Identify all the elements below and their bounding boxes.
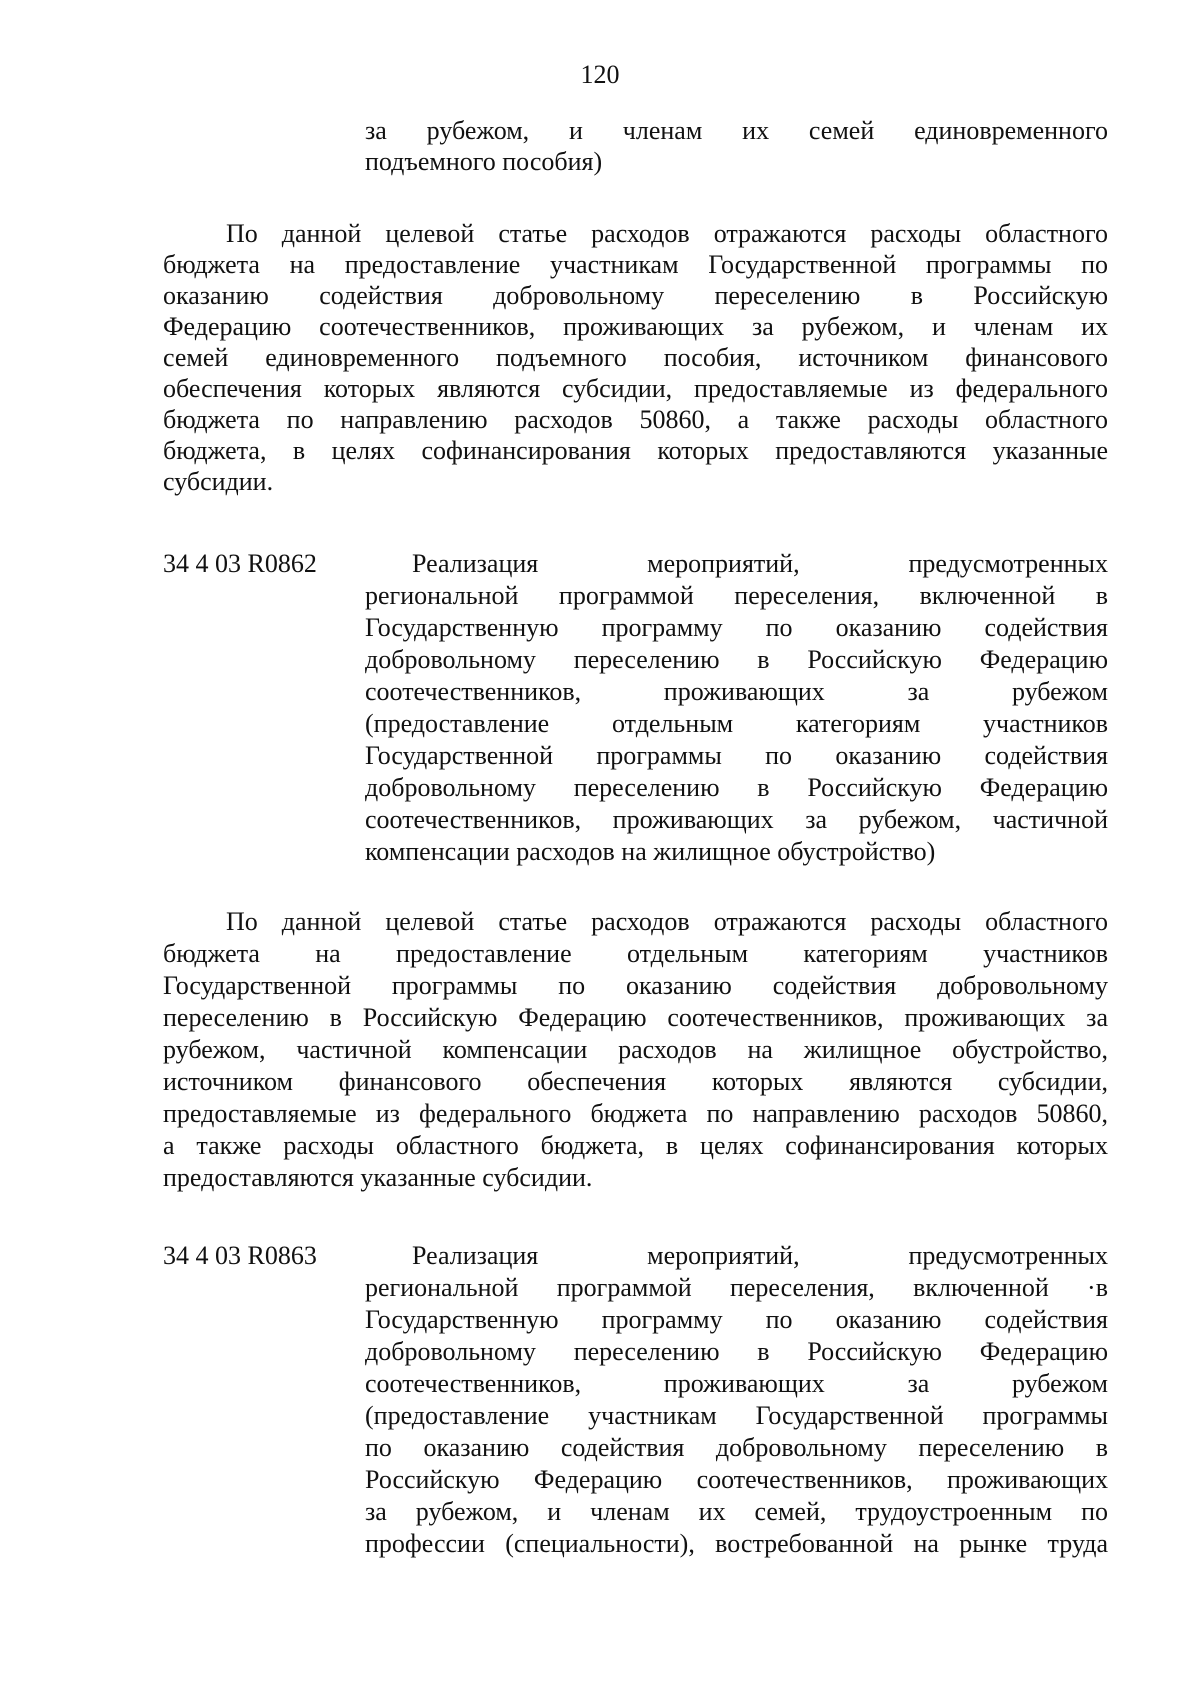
- entry-description-line: (предоставление участникам Государственной программы: [365, 1401, 1108, 1430]
- entry-continuation-line: подъемного пособия): [365, 147, 603, 176]
- entry-description-line: Государственную программу по оказанию содействия: [365, 613, 1108, 642]
- paragraph-line: бюджета на предоставление отдельным категориям участников: [163, 939, 1108, 968]
- paragraph-line: оказанию содействия добровольному переселению в Российскую: [163, 281, 1108, 310]
- entry-description-line: (предоставление отдельным категориям участников: [365, 709, 1108, 738]
- paragraph-line: предоставляются указанные субсидии.: [163, 1163, 593, 1192]
- paragraph-line: обеспечения которых являются субсидии, предоставляемые из федерального: [163, 374, 1108, 403]
- paragraph-line: предоставляемые из федерального бюджета по направлению расходов 50860,: [163, 1099, 1108, 1128]
- paragraph-line: бюджета на предоставление участникам Государственной программы по: [163, 250, 1108, 279]
- entry-description-line: региональной программой переселения, включенной в: [365, 581, 1108, 610]
- entry-code: 34 4 03 R0863: [163, 1241, 317, 1270]
- paragraph-line: Федерацию соотечественников, проживающих за рубежом, и членам их: [163, 312, 1108, 341]
- entry-code: 34 4 03 R0862: [163, 549, 317, 578]
- entry-description-line: компенсации расходов на жилищное обустройство): [365, 837, 936, 866]
- entry-description-line: региональной программой переселения, включенной ·в: [365, 1273, 1108, 1302]
- paragraph-line: переселению в Российскую Федерацию соотечественников, проживающих за: [163, 1003, 1108, 1032]
- paragraph-line: Государственной программы по оказанию содействия добровольному: [163, 971, 1108, 1000]
- entry-continuation-line: за рубежом, и членам их семей единовременного: [365, 116, 1108, 145]
- entry-description-line: за рубежом, и членам их семей, трудоустроенным по: [365, 1497, 1108, 1526]
- entry-description-line: Реализация мероприятий, предусмотренных: [412, 1241, 1108, 1270]
- entry-description-line: добровольному переселению в Российскую Федерацию: [365, 1337, 1108, 1366]
- paragraph-line: По данной целевой статье расходов отражаются расходы областного: [226, 907, 1108, 936]
- paragraph-line: субсидии.: [163, 467, 274, 496]
- paragraph-line: источником финансового обеспечения которых являются субсидии,: [163, 1067, 1108, 1096]
- paragraph-line: рубежом, частичной компенсации расходов на жилищное обустройство,: [163, 1035, 1108, 1064]
- entry-description-line: соотечественников, проживающих за рубежом, частичной: [365, 805, 1108, 834]
- paragraph-line: а также расходы областного бюджета, в целях софинансирования которых: [163, 1131, 1108, 1160]
- entry-description-line: добровольному переселению в Российскую Федерацию: [365, 645, 1108, 674]
- entry-description-line: Российскую Федерацию соотечественников, проживающих: [365, 1465, 1108, 1494]
- paragraph-line: бюджета, в целях софинансирования которых предоставляются указанные: [163, 436, 1108, 465]
- entry-description-line: соотечественников, проживающих за рубежом: [365, 1369, 1108, 1398]
- paragraph-line: По данной целевой статье расходов отражаются расходы областного: [226, 219, 1108, 248]
- paragraph-line: бюджета по направлению расходов 50860, а также расходы областного: [163, 405, 1108, 434]
- entry-description-line: Государственную программу по оказанию содействия: [365, 1305, 1108, 1334]
- entry-description-line: профессии (специальности), востребованной на рынке труда: [365, 1529, 1108, 1558]
- entry-description-line: Реализация мероприятий, предусмотренных: [412, 549, 1108, 578]
- entry-description-line: Государственной программы по оказанию содействия: [365, 741, 1108, 770]
- entry-description-line: соотечественников, проживающих за рубежом: [365, 677, 1108, 706]
- entry-description-line: по оказанию содействия добровольному переселению в: [365, 1433, 1108, 1462]
- page-number: 120: [580, 60, 620, 89]
- paragraph-line: семей единовременного подъемного пособия, источником финансового: [163, 343, 1108, 372]
- entry-description-line: добровольному переселению в Российскую Федерацию: [365, 773, 1108, 802]
